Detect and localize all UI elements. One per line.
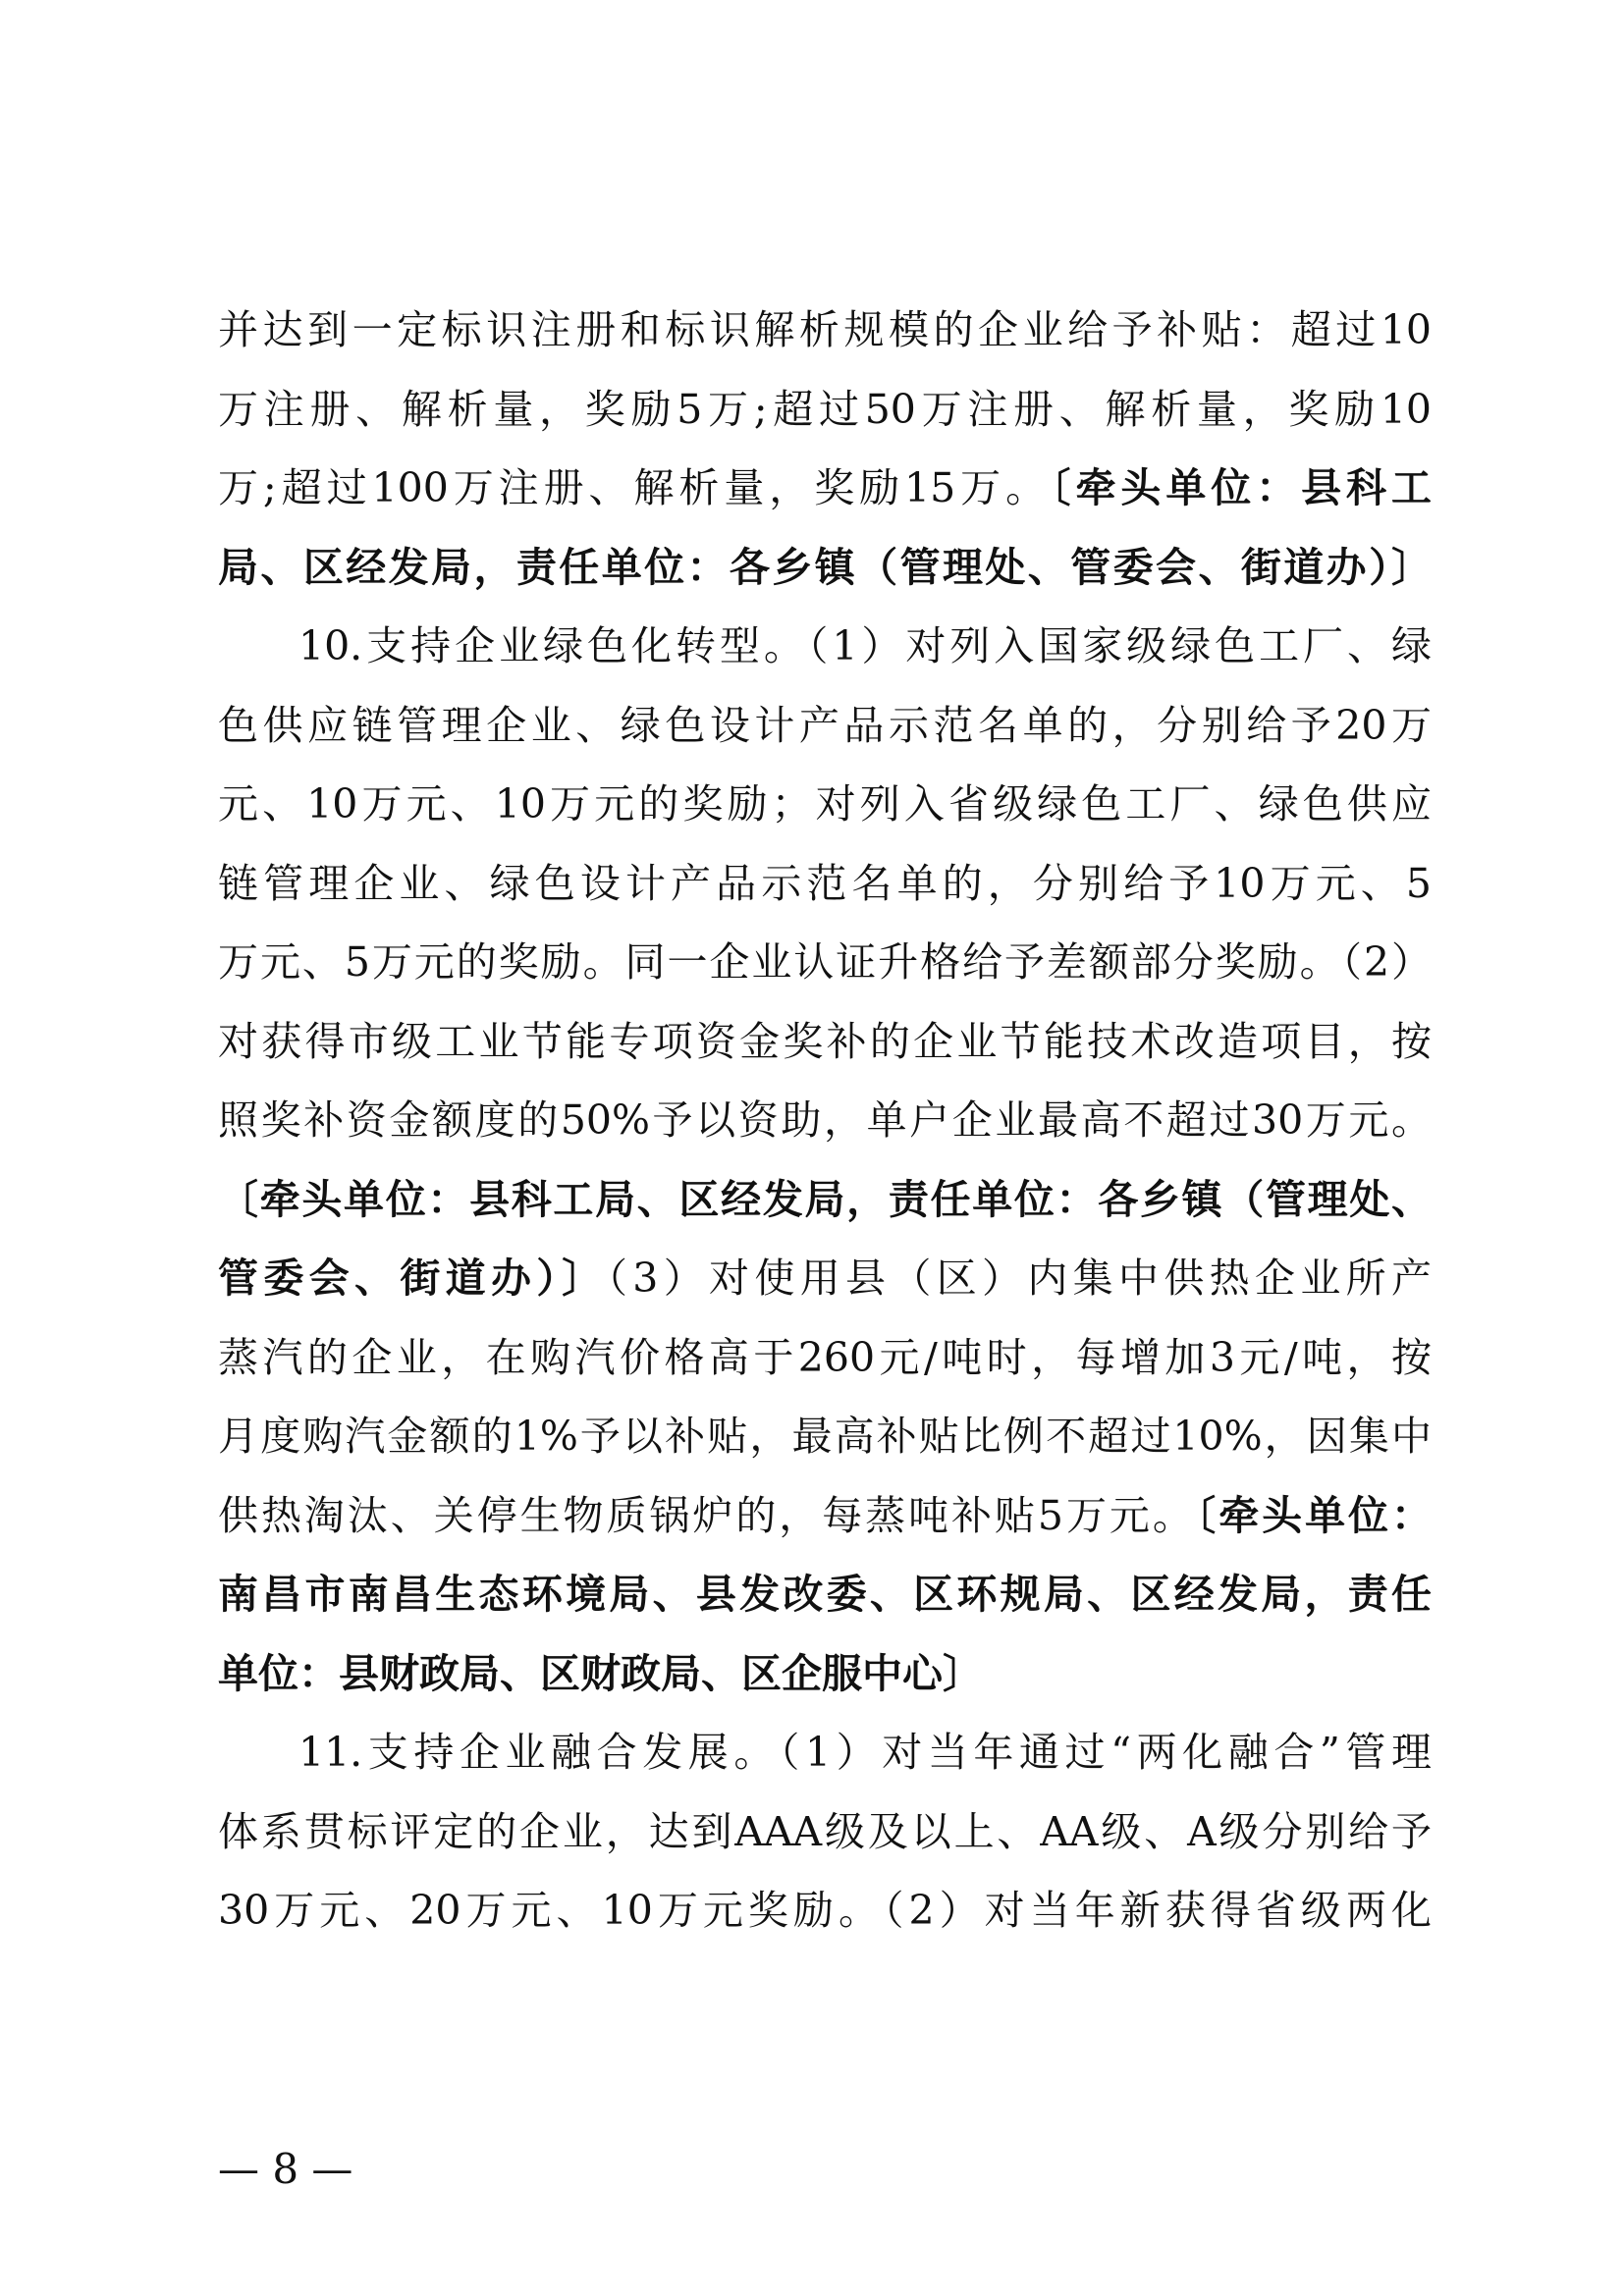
paragraph-item-11 (218, 1713, 1432, 1950)
bold-text-segment: 南昌市南昌生态环境局、县发改委、区环规局、区经发局，责任 (218, 1571, 1432, 1618)
text-line (218, 1634, 1432, 1714)
bold-text-segment: 管委会、街道办）〕 (218, 1255, 608, 1302)
text-segment: 链管理企业、绿色设计产品示范名单的，分别给予10万元、5 (218, 859, 1432, 907)
text-line (218, 1239, 1432, 1318)
text-line (218, 1002, 1432, 1082)
text-segment: 色供应链管理企业、绿色设计产品示范名单的，分别给予20万 (218, 701, 1432, 749)
document-body (218, 291, 1432, 1950)
text-segment: 蒸汽的企业，在购汽价格高于260元/吨时，每增加3元/吨，按 (218, 1333, 1432, 1381)
text-segment: 体系贯标评定的企业，达到AAA级及以上、AA级、A级分别给予 (218, 1807, 1432, 1855)
text-line (218, 1160, 1432, 1240)
text-line (218, 1397, 1432, 1476)
text-line (218, 1081, 1432, 1160)
bold-text-segment: 〔牵头单位：县科工 (1051, 464, 1432, 511)
bold-text-segment: 单位：县财政局、区财政局、区企服中心〕 (218, 1649, 983, 1697)
text-segment: 30万元、20万元、10万元奖励。（2）对当年新获得省级两化 (218, 1887, 1432, 1934)
text-line (218, 1871, 1432, 1950)
text-segment: 元、10万元、10万元的奖励；对列入省级绿色工厂、绿色供应 (218, 780, 1432, 828)
text-line (218, 923, 1432, 1002)
text-segment: （3）对使用县（区）内集中供热企业所产 (607, 1255, 1432, 1302)
text-line (218, 528, 1432, 608)
text-segment: 对获得市级工业节能专项资金奖补的企业节能技术改造项目，按 (218, 1017, 1432, 1065)
text-line (218, 370, 1432, 450)
text-line (218, 1476, 1432, 1556)
text-line (218, 1318, 1432, 1398)
text-line (218, 1713, 1432, 1792)
page-number: — 8 — (218, 2145, 353, 2193)
text-line (218, 1792, 1432, 1872)
paragraph-continued-9 (218, 291, 1432, 607)
text-line (218, 449, 1432, 528)
bold-text-segment: 局、区经发局，责任单位：各乡镇（管理处、管委会、街道办）〕 (218, 543, 1432, 591)
text-segment: 万注册、解析量，奖励5万;超过50万注册、解析量，奖励10 (218, 385, 1432, 433)
text-segment: 供热淘汰、关停生物质锅炉的，每蒸吨补贴5万元。 (218, 1491, 1196, 1539)
text-line (218, 291, 1432, 370)
bold-text-segment: 〔牵头单位： (1195, 1491, 1432, 1539)
text-line (218, 1555, 1432, 1634)
text-segment: 11.支持企业融合发展。（1）对当年通过“两化融合”管理 (298, 1729, 1432, 1776)
bold-text-segment: 〔牵头单位：县科工局、区经发局，责任单位：各乡镇（管理处、 (218, 1175, 1432, 1223)
text-segment: 并达到一定标识注册和标识解析规模的企业给予补贴：超过10 (218, 306, 1432, 353)
text-line (218, 765, 1432, 844)
text-line (218, 686, 1432, 766)
text-line (218, 607, 1432, 686)
text-segment: 月度购汽金额的1%予以补贴，最高补贴比例不超过10%，因集中 (218, 1413, 1432, 1460)
text-segment: 10.支持企业绿色化转型。（1）对列入国家级绿色工厂、绿 (298, 622, 1432, 669)
text-segment: 照奖补资金额度的50%予以资助，单户企业最高不超过30万元。 (218, 1096, 1432, 1144)
paragraph-item-10 (218, 607, 1432, 1713)
text-segment: 万元、5万元的奖励。同一企业认证升格给予差额部分奖励。（2） (218, 938, 1432, 986)
text-line (218, 844, 1432, 924)
text-segment: 万;超过100万注册、解析量，奖励15万。 (218, 464, 1052, 511)
